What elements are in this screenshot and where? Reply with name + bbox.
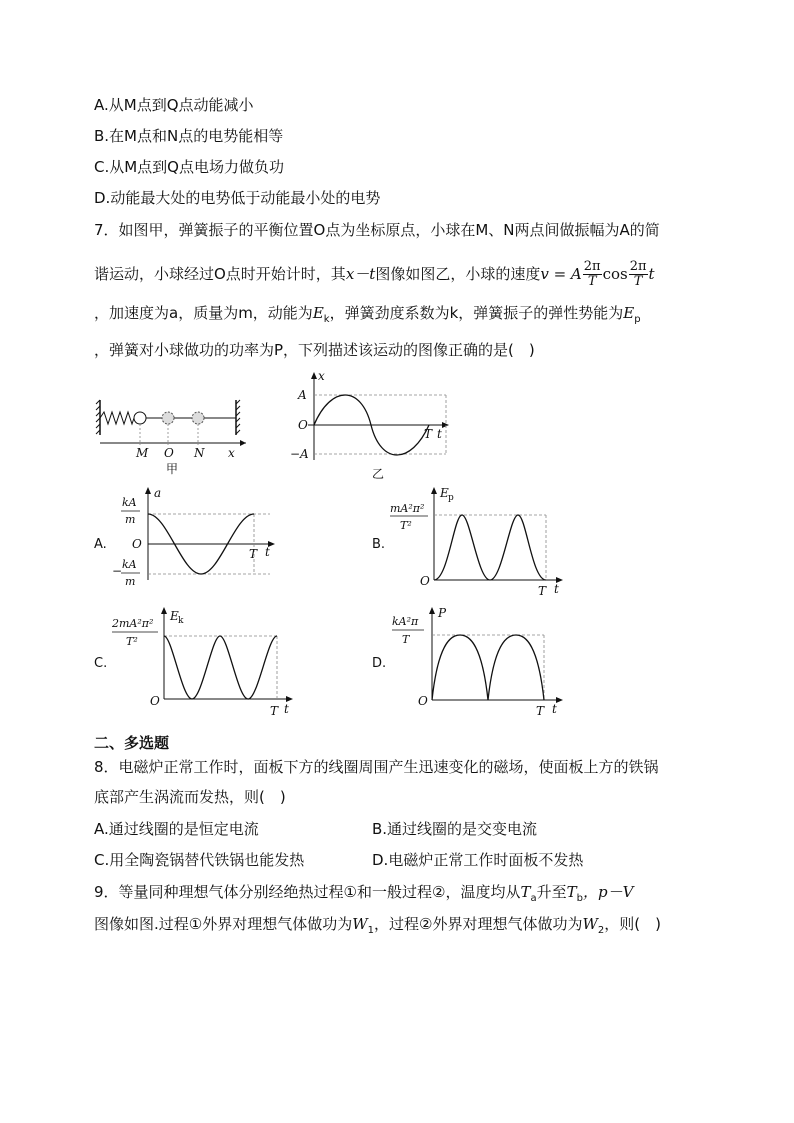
graph-b — [388, 485, 568, 600]
svg-text:A: A — [298, 388, 307, 402]
option-c-label[interactable]: C. — [94, 656, 108, 671]
q6-option-a: A.从M点到Q点动能减小 — [94, 96, 254, 114]
q8-option-d[interactable]: D.电磁炉正常工作时面板不发热 — [372, 851, 584, 869]
svg-text:a: a — [154, 486, 162, 500]
curve-c — [164, 636, 277, 699]
svg-text:T²: T² — [126, 635, 138, 648]
svg-text:T: T — [538, 584, 547, 598]
q8-option-b[interactable]: B.通过线圈的是交变电流 — [372, 820, 538, 838]
svg-text:O: O — [420, 574, 430, 588]
velocity-formula: v = A — [540, 265, 582, 283]
svg-text:t: t — [437, 427, 442, 441]
svg-text:E: E — [170, 609, 179, 623]
caption-yi: 乙 — [372, 467, 385, 481]
label-m: M — [136, 446, 149, 460]
svg-text:p: p — [448, 493, 454, 503]
graph-c — [110, 605, 295, 720]
q7-line2: 谐运动，小球经过O点时开始计时，其x－t图像如图乙，小球的速度v = A $\frac{2\pi}{T}$ cos $\frac{2\pi}{T}$ t — [94, 259, 655, 289]
figure-yi — [286, 370, 456, 485]
svg-text:E: E — [440, 486, 449, 500]
q6-option-d: D.动能最大处的电势低于动能最小处的电势 — [94, 189, 381, 207]
ball-m — [134, 412, 146, 424]
curve-b — [434, 515, 546, 580]
svg-text:O: O — [418, 694, 428, 708]
option-d-label[interactable]: D. — [372, 656, 387, 671]
q6-option-b: B.在M点和N点的电势能相等 — [94, 127, 284, 145]
figure-jia — [96, 395, 256, 480]
ball-o — [162, 412, 174, 424]
svg-text:T: T — [536, 704, 545, 718]
q7-line4: ，弹簧对小球做功的功率为P，下列描述该运动的图像正确的是( ) — [94, 341, 535, 359]
svg-text:x: x — [318, 369, 325, 383]
svg-text:P: P — [438, 606, 447, 620]
caption-jia: 甲 — [166, 462, 179, 476]
svg-text:kA²π: kA²π — [392, 615, 419, 628]
svg-text:m: m — [125, 513, 136, 526]
svg-text:m: m — [125, 575, 136, 588]
q8-option-c[interactable]: C.用全陶瓷锅替代铁锅也能发热 — [94, 851, 305, 869]
svg-text:T: T — [402, 633, 410, 646]
label-x: x — [228, 446, 235, 460]
svg-text:−: − — [112, 564, 123, 578]
label-o: O — [164, 446, 174, 460]
svg-text:T²: T² — [400, 519, 412, 532]
svg-text:t: t — [554, 582, 559, 596]
svg-text:k: k — [178, 616, 184, 626]
svg-text:O: O — [298, 418, 308, 432]
graph-a — [112, 485, 287, 588]
svg-text:kA: kA — [122, 558, 137, 571]
graph-d — [390, 605, 570, 720]
svg-text:mA²π²: mA²π² — [390, 502, 425, 515]
option-b-label[interactable]: B. — [372, 537, 386, 552]
svg-text:T: T — [270, 704, 279, 718]
svg-text:T: T — [249, 547, 258, 561]
q7-line3: ，加速度为a，质量为m，动能为$E_k$，弹簧劲度系数为k，弹簧振子的弹性势能为$E_p$ — [94, 304, 641, 325]
svg-text:t: t — [265, 545, 270, 559]
spring — [100, 412, 134, 424]
svg-text:kA: kA — [122, 496, 137, 509]
q8-option-a[interactable]: A.通过线圈的是恒定电流 — [94, 820, 259, 838]
label-n: N — [194, 446, 205, 460]
ball-n — [192, 412, 204, 424]
option-a-label[interactable]: A. — [94, 537, 107, 552]
section-heading: 二、多选题 — [94, 734, 170, 752]
svg-text:O: O — [132, 537, 142, 551]
q8-line2: 底部产生涡流而发热，则( ) — [94, 788, 286, 806]
q9-line1: 9．等量同种理想气体分别经绝热过程①和一般过程②，温度均从$T_a$升至$T_b$，p－V — [94, 883, 634, 904]
svg-text:T: T — [424, 427, 433, 441]
svg-text:−A: −A — [290, 447, 309, 461]
q8-line1: 8．电磁炉正常工作时，面板下方的线圈周围产生迅速变化的磁场，使面板上方的铁锅 — [94, 758, 659, 776]
curve-d — [432, 635, 544, 700]
svg-text:O: O — [150, 694, 160, 708]
q9-line2: 图像如图.过程①外界对理想气体做功为$W_1$，过程②外界对理想气体做功为$W_2$，则( ) — [94, 915, 661, 936]
svg-text:t: t — [552, 702, 557, 716]
svg-text:t: t — [284, 702, 289, 716]
q6-option-c: C.从M点到Q点电场力做负功 — [94, 158, 284, 176]
svg-text:2mA²π²: 2mA²π² — [112, 617, 154, 630]
q7-line1: 7．如图甲，弹簧振子的平衡位置O点为坐标原点，小球在M、N两点间做振幅为A的简 — [94, 221, 660, 239]
